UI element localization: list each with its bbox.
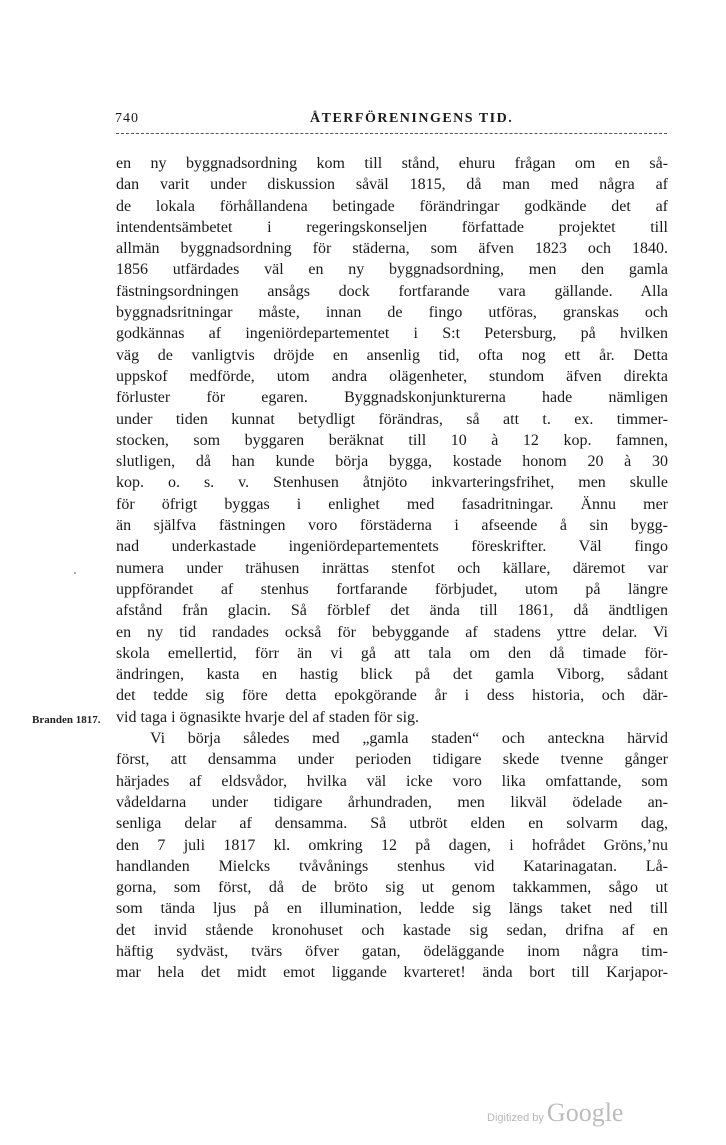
text-line: en ny tid randades också för bebyggande af stadens yttre delar. Vi bbox=[116, 623, 668, 641]
text-line: väg de vanligtvis dröjde en ansenlig tid, ofta nog ett år. Detta bbox=[116, 346, 668, 364]
margin-note: Branden 1817. bbox=[32, 714, 101, 726]
text-line: först, att densamma under perioden tidigare skede tvenne gånger bbox=[116, 751, 668, 769]
text-line: förluster för egaren. Byggnadskonjunkturerna hade nämligen bbox=[116, 389, 668, 407]
text-line: vådeldarna under tidigare århundraden, men likväl ödelade an- bbox=[116, 793, 668, 811]
paper-speck bbox=[74, 572, 76, 574]
text-line: handlanden Mielcks tvåvånings stenhus vid Katarinagatan. Lå- bbox=[116, 857, 668, 875]
body-text bbox=[116, 153, 668, 984]
header-rule bbox=[116, 133, 667, 134]
text-line: intendentsämbetet i regeringskonseljen författade projektet till bbox=[116, 218, 668, 236]
text-line: ändringen, kasta en hastig blick på det gamla Viborg, sådant bbox=[116, 666, 668, 684]
text-line: än själfva fästningen voro förstäderna i afseende å sin bygg- bbox=[116, 517, 668, 535]
text-line: häftig sydväst, tvärs öfver gatan, ödeläggande inom några tim- bbox=[116, 942, 668, 960]
text-line: numera under trähusen inrättas stenfot och källare, däremot var bbox=[116, 559, 668, 577]
text-line: gorna, som först, då de bröto sig ut genom takkammen, sågo ut bbox=[116, 879, 668, 897]
text-line: kop. o. s. v. Stenhusen åtnjöto inkvarteringsfrihet, men skulle bbox=[116, 474, 668, 492]
text-line: för öfrigt byggas i enlighet med fasadritningar. Ännu mer bbox=[116, 495, 668, 513]
text-line: uppskof medförde, utom andra olägenheter, stundom äfven direkta bbox=[116, 367, 668, 385]
text-line: allmän byggnadsordning för städerna, som äfven 1823 och 1840. bbox=[116, 240, 668, 258]
running-title: ÅTERFÖRENINGENS TID. bbox=[310, 111, 514, 126]
text-line: de lokala förhållandena betingade förändringar godkände det af bbox=[116, 197, 668, 215]
text-line: en ny byggnadsordning kom till stånd, ehuru frågan om en så- bbox=[116, 155, 668, 172]
text-line: härjades af eldsvådor, hvilka väl icke voro lika omfattande, som bbox=[116, 772, 668, 790]
text-line: det invid stående kronohuset och kastade sig sedan, drifna af en bbox=[116, 921, 668, 939]
text-line: godkännas af ingeniördepartementet i S:t Petersburg, på hvilken bbox=[116, 325, 668, 343]
text-line: afstånd från glacin. Så förblef det ända till 1861, då ändtligen bbox=[116, 602, 668, 620]
text-line: uppförandet af stenhus fortfarande förbjudet, utom på längre bbox=[116, 580, 668, 598]
digitized-watermark bbox=[487, 1098, 623, 1128]
text-line: 1856 utfärdades väl en ny byggnadsordning, men den gamla bbox=[116, 261, 668, 279]
text-line: nad underkastade ingeniördepartementets föreskrifter. Väl fingo bbox=[116, 538, 668, 556]
text-line: under tiden kunnat betydligt förändras, så att t. ex. timmer- bbox=[116, 410, 668, 428]
text-line-paragraph-start: Vi börja således med „gamla staden“ och anteckna härvid bbox=[150, 730, 668, 748]
text-line: vid taga i ögnasikte hvarje del af staden för sig. bbox=[116, 708, 420, 726]
text-line: stocken, som byggaren beräknat till 10 à 12 kop. famnen, bbox=[116, 431, 668, 449]
text-line: byggnadsritningar måste, innan de fingo utföras, granskas och bbox=[116, 304, 668, 322]
watermark-prefix: Digitized by bbox=[487, 1112, 544, 1124]
text-line: det tedde sig före detta epokgörande år i dess historia, och där- bbox=[116, 687, 668, 705]
page-number: 740 bbox=[115, 111, 139, 126]
text-line: skola emellertid, förr än vi gå att tala om den då timade för- bbox=[116, 644, 668, 662]
google-logo: Google bbox=[546, 1098, 624, 1127]
text-line: dan varit under diskussion såväl 1815, då man med några af bbox=[116, 176, 668, 194]
text-line: senliga delar af densamma. Så utbröt elden en solvarm dag, bbox=[116, 815, 668, 833]
text-line: den 7 juli 1817 kl. omkring 12 på dagen, i hofrådet Gröns,’nu bbox=[116, 836, 668, 854]
text-line: fästningsordningen ansågs dock fortfarande vara gällande. Alla bbox=[116, 282, 668, 300]
text-line: mar hela det midt emot liggande kvarteret! ända bort till Karjapor- bbox=[116, 964, 668, 982]
text-line: som tända ljus på en illumination, ledde sig längs taket ned till bbox=[116, 900, 668, 918]
text-line: slutligen, då han kunde börja bygga, kostade honom 20 à 30 bbox=[116, 453, 668, 471]
